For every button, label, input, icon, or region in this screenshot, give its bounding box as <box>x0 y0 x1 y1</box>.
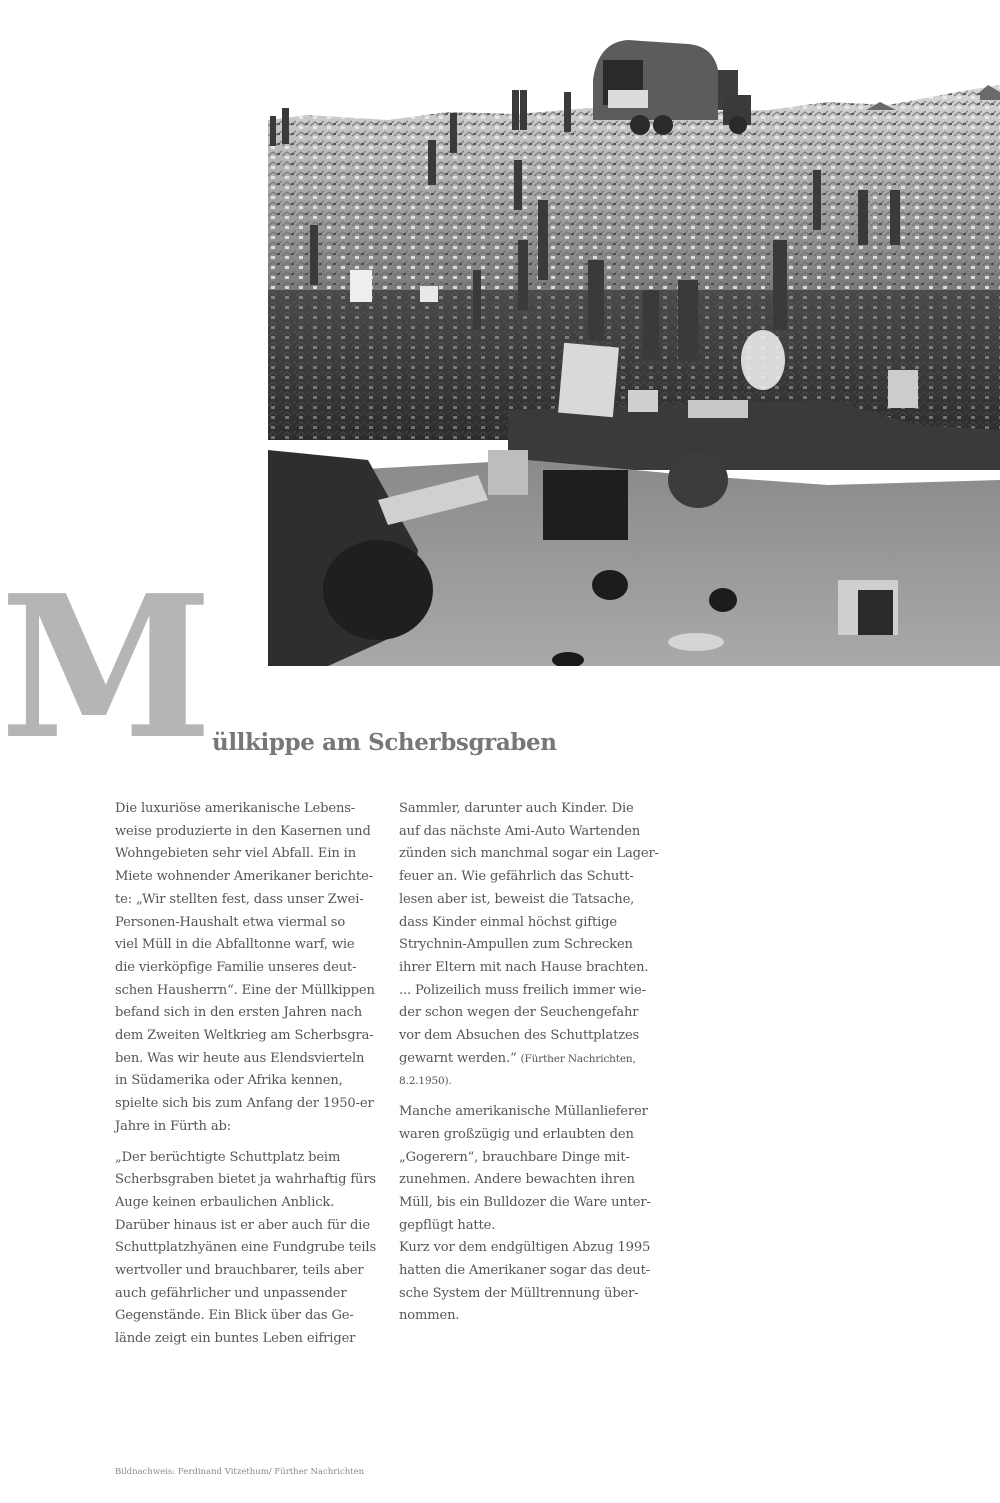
photo-image <box>268 30 1000 666</box>
text-line: Müll, bis ein Bulldozer die Ware unter- <box>399 1194 651 1210</box>
text-line: viel Müll in die Abfalltonne warf, wie <box>115 937 355 953</box>
photo-garbage-dump <box>268 30 1000 666</box>
text-line: ... Polizeilich muss freilich immer wie- <box>399 982 646 998</box>
text-line: Die luxuriöse amerikanische Lebens- <box>115 801 356 816</box>
text-line: Manche amerikanische Müllanlieferer <box>399 1104 648 1120</box>
text-line: Schuttplatzhyänen eine Fundgrube teils <box>115 1240 377 1256</box>
paragraph <box>115 798 377 1139</box>
quote-end: gewarnt werden.“ <box>399 1050 521 1066</box>
text-line: wertvoller und brauchbarer, teils aber <box>115 1263 364 1279</box>
paragraph <box>399 1101 661 1328</box>
text-line: Personen-Haushalt etwa viermal so <box>115 914 346 930</box>
text-line: dem Zweiten Weltkrieg am Scherbsgra- <box>115 1028 374 1044</box>
text-column-right <box>399 798 661 1328</box>
text-line: lesen aber ist, beweist die Tatsache, <box>399 891 635 907</box>
text-line: te: „Wir stellten fest, dass unser Zwei- <box>115 891 364 907</box>
text-line: Strychnin-Ampullen zum Schrecken <box>399 937 633 953</box>
citation-date: 8.2.1950). <box>399 1075 452 1088</box>
text-line: Scherbsgraben bietet ja wahrhaftig fürs <box>115 1172 376 1188</box>
text-line: Sammler, darunter auch Kinder. Die <box>399 801 634 816</box>
text-line: spielte sich bis zum Anfang der 1950-er <box>115 1096 374 1112</box>
text-line: zünden sich manchmal sogar ein Lager- <box>399 846 659 862</box>
text-line: weise produzierte in den Kasernen und <box>115 823 371 839</box>
text-line: befand sich in den ersten Jahren nach <box>115 1005 362 1021</box>
text-line: nommen. <box>399 1308 460 1324</box>
photo-credit: Bildnachweis: Ferdinand Vitzethum/ Fürther Nachrichten <box>115 1467 365 1477</box>
text-line: „Gogerern“, brauchbare Dinge mit- <box>399 1149 630 1165</box>
text-line: Kurz vor dem endgültigen Abzug 1995 <box>399 1240 651 1256</box>
text-line: feuer an. Wie gefährlich das Schutt- <box>399 869 634 885</box>
text-line: Jahre in Fürth ab: <box>115 1118 231 1134</box>
text-column-left <box>115 798 377 1351</box>
text-line: auch gefährlicher und unpassender <box>115 1285 347 1301</box>
text-line: gepflügt hatte. <box>399 1217 496 1233</box>
text-line: „Der berüchtigte Schuttplatz beim <box>115 1149 341 1165</box>
text-line: Miete wohnender Amerikaner berichte- <box>115 869 373 885</box>
text-line: zunehmen. Andere bewachten ihren <box>399 1172 635 1188</box>
text-line: Darüber hinaus ist er aber auch für die <box>115 1217 370 1233</box>
text-line: Wohngebieten sehr viel Abfall. Ein in <box>115 846 356 862</box>
text-line: vor dem Absuchen des Schuttplatzes <box>399 1028 640 1044</box>
text-line: in Südamerika oder Afrika kennen, <box>115 1073 343 1089</box>
text-line: Gegenstände. Ein Blick über das Ge- <box>115 1308 354 1324</box>
text-line: auf das nächste Ami-Auto Wartenden <box>399 823 641 839</box>
text-line: waren großzügig und erlaubten den <box>399 1126 634 1142</box>
text-line: lände zeigt ein buntes Leben eifriger <box>115 1331 356 1347</box>
citation-source: (Fürther Nachrichten, <box>520 1052 636 1065</box>
text-line: ben. Was wir heute aus Elendsvierteln <box>115 1050 365 1066</box>
text-line: Auge keinen erbaulichen Anblick. <box>115 1194 335 1210</box>
text-line: dass Kinder einmal höchst giftige <box>399 914 617 930</box>
page-title: üllkippe am Scherbsgraben <box>212 729 557 756</box>
text-line: sche System der Mülltrennung über- <box>399 1285 639 1301</box>
text-line: ihrer Eltern mit nach Hause brachten. <box>399 959 649 975</box>
text-line: schen Hausherrn“. Eine der Müllkippen <box>115 982 375 998</box>
text-line: die vierköpfige Familie unseres deut- <box>115 959 357 975</box>
paragraph <box>115 1147 377 1351</box>
heading-initial: M <box>0 553 209 783</box>
text-line <box>399 1048 661 1071</box>
paragraph <box>399 798 661 1093</box>
text-line: der schon wegen der Seuchengefahr <box>399 1005 639 1021</box>
text-line: hatten die Amerikaner sogar das deut- <box>399 1263 650 1279</box>
